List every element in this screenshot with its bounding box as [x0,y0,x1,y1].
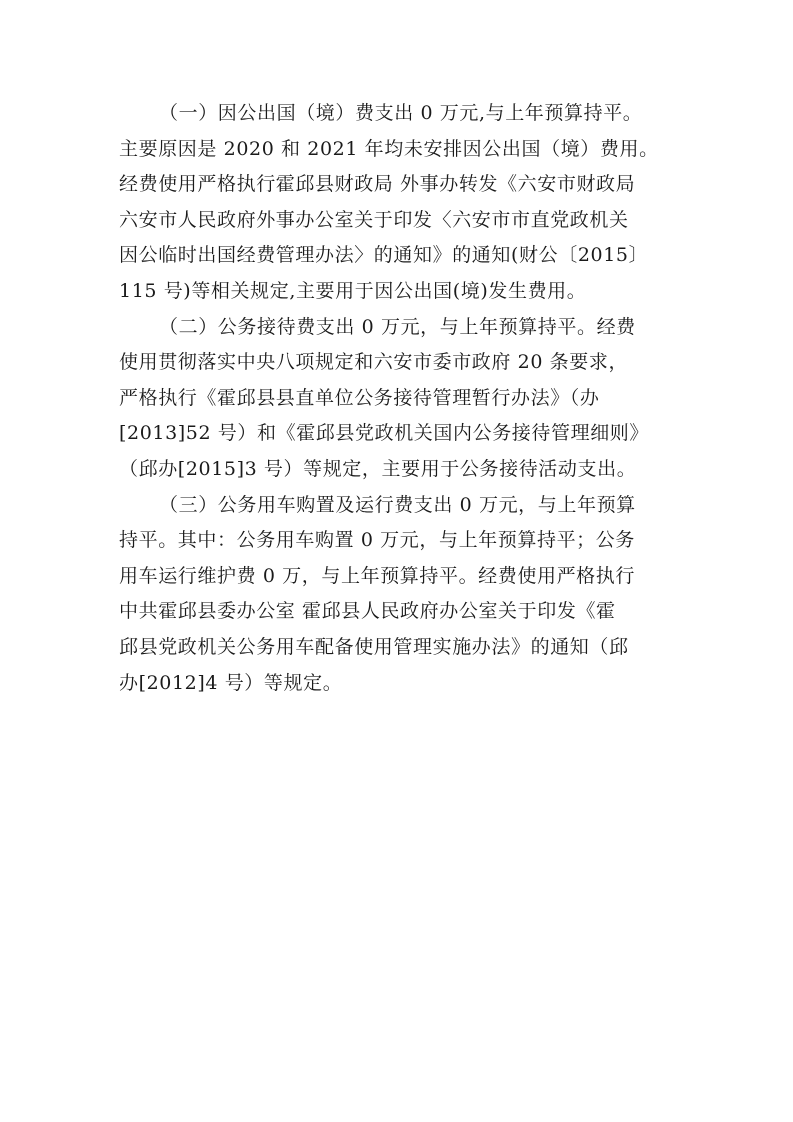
text-line: 邱县党政机关公务用车配备使用管理实施办法》的通知（邱 [119,635,629,658]
text-line: （三）公务用车购置及运行费支出 0 万元，与上年预算 [159,493,636,516]
text-line: 使用贯彻落实中央八项规定和六安市委市政府 20 条要求， [119,351,629,374]
text-line: 用车运行维护费 0 万，与上年预算持平。经费使用严格执行 [119,564,635,587]
text-line: 主要原因是 2020 和 2021 年均未安排因公出国（境）费用。 [119,137,659,160]
text-line: 严格执行《霍邱县县直单位公务接待管理暂行办法》（办 [119,386,600,409]
text-line: 六安市人民政府外事办公室关于印发〈六安市市直党政机关 [119,208,629,231]
text-line: （邱办[2015]3 号）等规定，主要用于公务接待活动支出。 [119,457,637,480]
text-line: [2013]52 号）和《霍邱县党政机关国内公务接待管理细则》 [119,422,649,445]
document-body [119,96,679,701]
paragraph-overseas-travel [119,96,679,310]
text-line: （一）因公出国（境）费支出 0 万元,与上年预算持平。 [159,102,643,124]
text-line: 办[2012]4 号）等规定。 [119,671,343,694]
text-line: 经费使用严格执行霍邱县财政局 外事办转发《六安市财政局 [119,173,636,196]
paragraph-reception [119,310,679,488]
text-line: （二）公务接待费支出 0 万元，与上年预算持平。经费 [159,315,636,338]
text-line: 中共霍邱县委办公室 霍邱县人民政府办公室关于印发《霍 [119,600,616,623]
text-line: 持平。其中：公务用车购置 0 万元，与上年预算持平；公务 [119,529,635,552]
text-line: 115 号)等相关规定,主要用于因公出国(境)发生费用。 [119,279,587,302]
text-line: 因公临时出国经费管理办法〉的通知》的通知(财公〔2015〕 [119,244,649,267]
paragraph-vehicles [119,488,679,702]
